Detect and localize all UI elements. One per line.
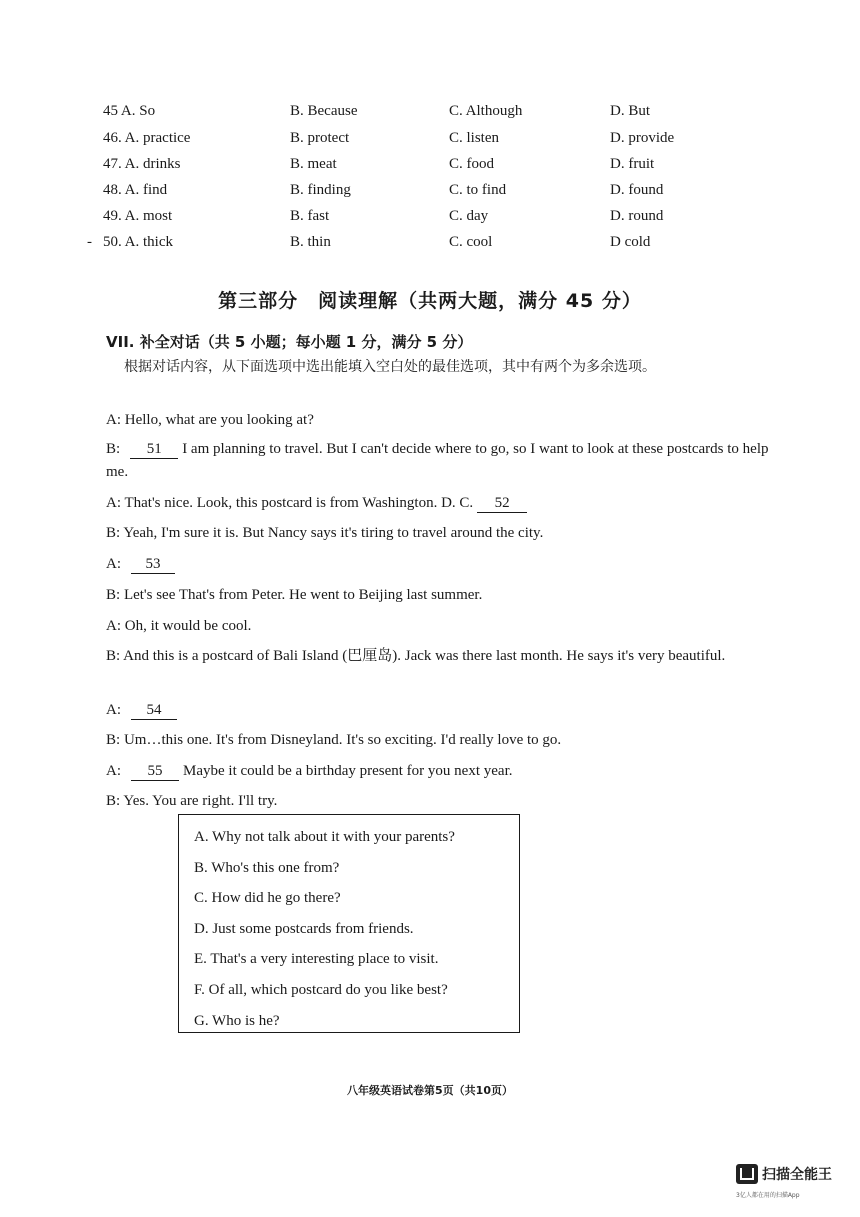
answer-blank-53[interactable]: 53 bbox=[131, 555, 175, 574]
stray-dash-mark: - bbox=[87, 234, 92, 250]
dialogue-text: Yes. You are right. I'll try. bbox=[123, 793, 278, 809]
dialogue-text: Um…this one. It's from Disneyland. It's so exciting. I'd really love to go. bbox=[123, 732, 562, 748]
option-d: D. Just some postcards from friends. bbox=[194, 920, 414, 937]
choice-d: D. provide bbox=[610, 130, 675, 146]
speaker-label: B: bbox=[106, 587, 121, 603]
choice-b: B. Because bbox=[290, 103, 358, 119]
option-a: A. Why not talk about it with your parents? bbox=[194, 829, 455, 845]
dialogue-text: Let's see That's from Peter. He went to Beijing last summer. bbox=[123, 587, 483, 603]
speaker-label: A: bbox=[106, 495, 121, 511]
speaker-label: B: bbox=[106, 525, 121, 541]
section-title: 第三部分 阅读理解（共两大题，满分 45 分） bbox=[218, 290, 642, 312]
choice-c: C. Although bbox=[449, 103, 523, 119]
page-footer: 八年级英语试卷第5页（共10页） bbox=[347, 1084, 513, 1097]
choice-c: C. to find bbox=[449, 182, 507, 198]
option-c: C. How did he go there? bbox=[194, 890, 341, 907]
dialogue-text: That's nice. Look, this postcard is from Washington. D. C. bbox=[124, 495, 474, 511]
watermark-tagline: 3亿人都在用的扫描App bbox=[736, 1192, 800, 1199]
dialogue-text: Hello, what are you looking at? bbox=[124, 412, 314, 428]
part-heading: VII. 补全对话（共 5 小题；每小题 1 分，满分 5 分） bbox=[106, 333, 473, 351]
dialogue-line-9 bbox=[106, 699, 778, 722]
choice-d: D. round bbox=[610, 208, 664, 224]
dialogue-line-2 bbox=[106, 438, 778, 484]
speaker-label: A: bbox=[106, 556, 121, 572]
speaker-label: A: bbox=[106, 702, 121, 718]
dialogue-line-3 bbox=[106, 492, 778, 515]
choice-d: D. But bbox=[610, 103, 651, 119]
choice-c: C. food bbox=[449, 156, 494, 172]
choice-d: D. found bbox=[610, 182, 664, 198]
dialogue-line-11 bbox=[106, 760, 778, 783]
answer-blank-55[interactable]: 55 bbox=[131, 762, 179, 781]
dialogue-text: Oh, it would be cool. bbox=[124, 618, 252, 634]
speaker-label: B: bbox=[106, 648, 121, 664]
choice-b: B. meat bbox=[290, 156, 337, 172]
option-e: E. That's a very interesting place to visit. bbox=[194, 951, 439, 968]
scanner-watermark bbox=[736, 1160, 846, 1200]
dialogue-line-6 bbox=[106, 584, 778, 607]
answer-blank-52[interactable]: 52 bbox=[477, 494, 527, 513]
dialogue-line-7 bbox=[106, 615, 778, 638]
choice-d: D cold bbox=[610, 234, 651, 250]
camscanner-logo-icon bbox=[736, 1164, 758, 1184]
answer-blank-54[interactable]: 54 bbox=[131, 701, 177, 720]
choice-b: B. fast bbox=[290, 208, 330, 224]
dialogue-line-1 bbox=[106, 409, 778, 432]
answer-blank-51[interactable]: 51 bbox=[130, 440, 178, 459]
option-b: B. Who's this one from? bbox=[194, 859, 340, 876]
dialogue-line-4 bbox=[106, 522, 778, 545]
choice-b: B. protect bbox=[290, 130, 350, 146]
choice-a: 48. A. find bbox=[103, 182, 168, 198]
choice-b: B. thin bbox=[290, 234, 331, 250]
answer-options-box bbox=[178, 814, 520, 1033]
speaker-label: B: bbox=[106, 793, 121, 809]
choice-c: C. day bbox=[449, 208, 489, 224]
choice-b: B. finding bbox=[290, 182, 351, 198]
dialogue-line-5 bbox=[106, 553, 778, 576]
watermark-name: 扫描全能王 bbox=[762, 1167, 832, 1183]
choice-a: 47. A. drinks bbox=[103, 156, 181, 172]
choice-d: D. fruit bbox=[610, 156, 655, 172]
choice-a: 46. A. practice bbox=[103, 130, 191, 146]
speaker-label: B: bbox=[106, 441, 121, 457]
option-f: F. Of all, which postcard do you like best? bbox=[194, 981, 448, 998]
choice-a: 49. A. most bbox=[103, 208, 173, 224]
choice-a: 50. A. thick bbox=[103, 234, 173, 250]
speaker-label: A: bbox=[106, 763, 121, 779]
speaker-label: A: bbox=[106, 412, 121, 428]
dialogue-text: I am planning to travel. But I can't decide where to go, so I want to look at these postcards to help me. bbox=[106, 441, 769, 480]
dialogue-line-8 bbox=[106, 645, 778, 668]
dialogue-text: And this is a postcard of Bali Island (巴厘岛). Jack was there last month. He says it's very beautiful. bbox=[123, 648, 726, 664]
dialogue-line-12 bbox=[106, 790, 778, 813]
dialogue-text: Maybe it could be a birthday present for you next year. bbox=[183, 763, 513, 779]
choice-c: C. listen bbox=[449, 130, 500, 146]
dialogue-text: Yeah, I'm sure it is. But Nancy says it's tiring to travel around the city. bbox=[123, 525, 544, 541]
instruction-text: 根据对话内容，从下面选项中选出能填入空白处的最佳选项，其中有两个为多余选项。 bbox=[124, 359, 656, 375]
speaker-label: A: bbox=[106, 618, 121, 634]
speaker-label: B: bbox=[106, 732, 121, 748]
option-g: G. Who is he? bbox=[194, 1012, 280, 1029]
choice-c: C. cool bbox=[449, 234, 493, 250]
dialogue-line-10 bbox=[106, 729, 778, 752]
choice-a: 45 A. So bbox=[103, 103, 156, 119]
